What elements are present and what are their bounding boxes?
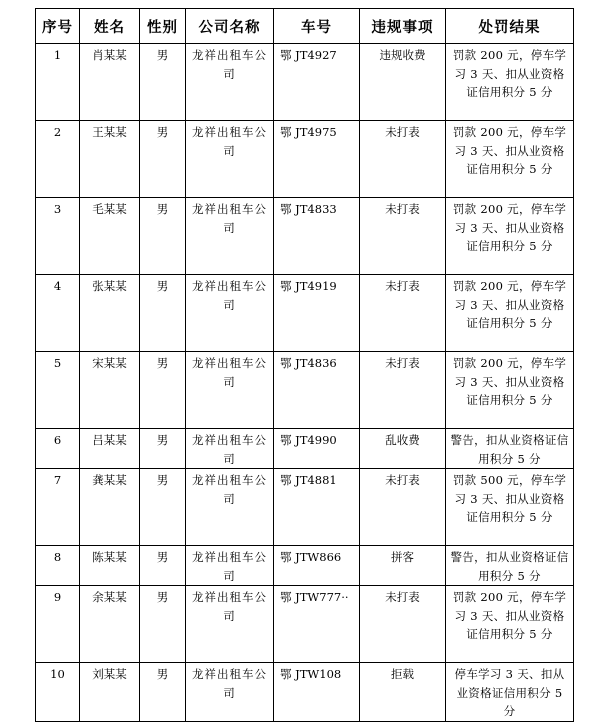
cell-penalty: 罚款 200 元，停车学习 3 天、扣从业资格证信用积分 5 分 (446, 352, 574, 429)
header-company: 公司名称 (186, 9, 274, 44)
table-row (36, 546, 574, 586)
cell-company: 龙祥出租车公司 (186, 586, 274, 663)
table-row (36, 198, 574, 275)
cell-gender: 男 (140, 121, 186, 198)
header-name: 姓名 (80, 9, 140, 44)
table-row (36, 429, 574, 469)
cell-company: 龙祥出租车公司 (186, 663, 274, 722)
cell-plate: 鄂 JT4836 (274, 352, 360, 429)
cell-plate: 鄂 JTW777·· (274, 586, 360, 663)
header-plate: 车号 (274, 9, 360, 44)
table-row (36, 663, 574, 722)
cell-penalty: 罚款 200 元，停车学习 3 天、扣从业资格证信用积分 5 分 (446, 44, 574, 121)
cell-gender: 男 (140, 429, 186, 469)
cell-name: 吕某某 (80, 429, 140, 469)
cell-gender: 男 (140, 275, 186, 352)
cell-name: 陈某某 (80, 546, 140, 586)
cell-name: 刘某某 (80, 663, 140, 722)
cell-gender: 男 (140, 586, 186, 663)
cell-name: 龚某某 (80, 469, 140, 546)
cell-seq: 5 (36, 352, 80, 429)
cell-plate: 鄂 JT4881 (274, 469, 360, 546)
header-gender: 性别 (140, 9, 186, 44)
cell-penalty: 罚款 500 元，停车学习 3 天、扣从业资格证信用积分 5 分 (446, 469, 574, 546)
table-row (36, 275, 574, 352)
cell-seq: 2 (36, 121, 80, 198)
table-row (36, 469, 574, 546)
cell-company: 龙祥出租车公司 (186, 546, 274, 586)
cell-name: 余某某 (80, 586, 140, 663)
violations-table (35, 8, 574, 722)
cell-penalty: 罚款 200 元，停车学习 3 天、扣从业资格证信用积分 5 分 (446, 198, 574, 275)
header-penalty: 处罚结果 (446, 9, 574, 44)
cell-company: 龙祥出租车公司 (186, 429, 274, 469)
cell-company: 龙祥出租车公司 (186, 275, 274, 352)
cell-penalty: 罚款 200 元，停车学习 3 天、扣从业资格证信用积分 5 分 (446, 121, 574, 198)
cell-plate: 鄂 JT4990 (274, 429, 360, 469)
cell-penalty: 罚款 200 元，停车学习 3 天、扣从业资格证信用积分 5 分 (446, 586, 574, 663)
table-row (36, 121, 574, 198)
cell-name: 毛某某 (80, 198, 140, 275)
cell-company: 龙祥出租车公司 (186, 44, 274, 121)
cell-company: 龙祥出租车公司 (186, 198, 274, 275)
header-violation: 违规事项 (360, 9, 446, 44)
header-seq: 序号 (36, 9, 80, 44)
cell-violation: 违规收费 (360, 44, 446, 121)
cell-violation: 拒载 (360, 663, 446, 722)
cell-plate: 鄂 JT4833 (274, 198, 360, 275)
cell-name: 肖某某 (80, 44, 140, 121)
cell-penalty: 警告，扣从业资格证信用积分 5 分 (446, 546, 574, 586)
table-row (36, 352, 574, 429)
cell-company: 龙祥出租车公司 (186, 469, 274, 546)
cell-violation: 未打表 (360, 352, 446, 429)
cell-gender: 男 (140, 352, 186, 429)
table-row (36, 44, 574, 121)
cell-violation: 未打表 (360, 275, 446, 352)
cell-seq: 9 (36, 586, 80, 663)
cell-violation: 未打表 (360, 586, 446, 663)
cell-seq: 8 (36, 546, 80, 586)
table-header-row (36, 9, 574, 44)
cell-seq: 7 (36, 469, 80, 546)
cell-seq: 4 (36, 275, 80, 352)
cell-gender: 男 (140, 198, 186, 275)
cell-company: 龙祥出租车公司 (186, 121, 274, 198)
cell-penalty: 警告，扣从业资格证信用积分 5 分 (446, 429, 574, 469)
cell-violation: 乱收费 (360, 429, 446, 469)
cell-violation: 未打表 (360, 121, 446, 198)
cell-company: 龙祥出租车公司 (186, 352, 274, 429)
cell-plate: 鄂 JT4975 (274, 121, 360, 198)
cell-penalty: 停车学习 3 天、扣从业资格证信用积分 5 分 (446, 663, 574, 722)
cell-name: 宋某某 (80, 352, 140, 429)
cell-gender: 男 (140, 469, 186, 546)
table-row (36, 586, 574, 663)
cell-penalty: 罚款 200 元，停车学习 3 天、扣从业资格证信用积分 5 分 (446, 275, 574, 352)
cell-name: 王某某 (80, 121, 140, 198)
cell-plate: 鄂 JT4927 (274, 44, 360, 121)
cell-violation: 拼客 (360, 546, 446, 586)
cell-gender: 男 (140, 44, 186, 121)
cell-seq: 1 (36, 44, 80, 121)
cell-gender: 男 (140, 546, 186, 586)
cell-name: 张某某 (80, 275, 140, 352)
cell-violation: 未打表 (360, 469, 446, 546)
cell-violation: 未打表 (360, 198, 446, 275)
cell-seq: 10 (36, 663, 80, 722)
cell-seq: 6 (36, 429, 80, 469)
cell-plate: 鄂 JT4919 (274, 275, 360, 352)
cell-plate: 鄂 JTW108 (274, 663, 360, 722)
cell-plate: 鄂 JTW866 (274, 546, 360, 586)
cell-gender: 男 (140, 663, 186, 722)
cell-seq: 3 (36, 198, 80, 275)
